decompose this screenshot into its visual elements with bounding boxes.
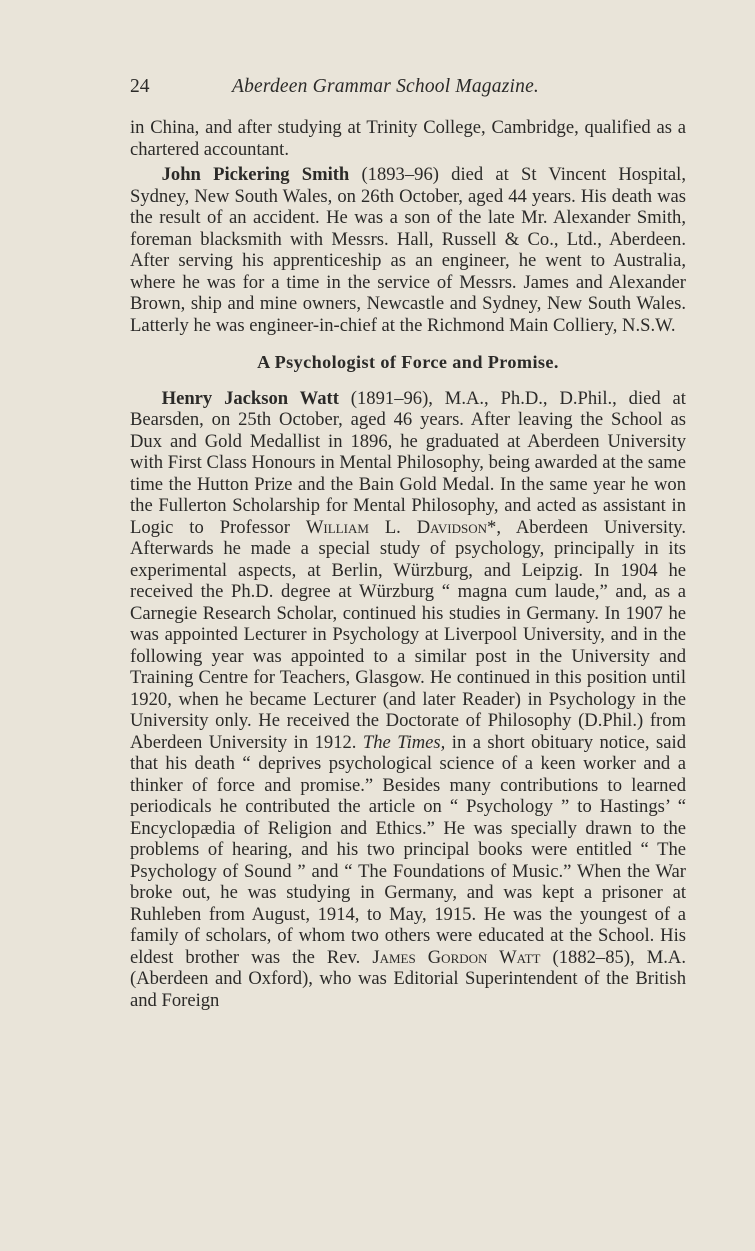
obituary-watt-text-2: , Aberdeen University. Afterwards he made a special study of psychology, principally in its experimental aspects, at Berlin, Würzburg, and Leipzig. In 1904 he received the Ph.D. degree at Würzburg “ magna cum laude,” and, as a Carnegie Research Scholar, continued his studies in Germany. In 1907 he was appointed Lecturer in Psychology at Liverpool University, and in the following year was appointed to a similar post in the University and Training Centre for Teachers, Glasgow. He continued in this position until 1920, when he became Lecturer (and later Reader) in Psychology in the University only. He received the Doctorate of Philosophy (D.Phil.) from Aberdeen University in 1912. [130, 516, 686, 753]
person-name-davidson: William L. Davidson* [305, 516, 497, 538]
obituary-watt [130, 388, 686, 1012]
obituary-watt-text-4: (1882–85), M.A. (Aberdeen and Oxford), who was Editorial Superintendent of the British and Foreign [130, 946, 686, 1011]
page-number: 24 [130, 76, 150, 97]
article-body [130, 117, 686, 1011]
person-name-james-gordon-watt: James Gordon Watt [372, 946, 541, 968]
obituary-smith-text: (1893–96) died at St Vincent Hospital, Sydney, New South Wales, on 26th October, aged 44 years. His death was the result of an accident. He was a son of the late Mr. Alexander Smith, foreman blacksmith with Messrs. Hall, Russell & Co., Ltd., Aberdeen. After serving his apprenticeship as an engineer, he went to Australia, where he was for a time in the service of Messrs. James and Alexander Brown, ship and mine owners, Newcastle and Sydney, New South Wales. Latterly he was engineer-in-chief at the Richmond Main Colliery, N.S.W. [130, 164, 686, 336]
section-heading: A Psychologist of Force and Promise. [257, 352, 559, 372]
obituary-smith [130, 164, 686, 336]
intro-paragraph: in China, and after studying at Trinity College, Cambridge, qualified as a chartered accountant. [130, 117, 686, 160]
running-title: Aberdeen Grammar School Magazine. [232, 76, 539, 97]
obituary-watt-text-3: in a short obituary notice, said that his death “ deprives psychological science of a keen worker and a thinker of force and promise.” Besides many contributions to learned periodicals he contributed the article on “ Psychology ” to Hastings’ “ Encyclopædia of Religion and Ethics.” He was specially drawn to the problems of hearing, and his two principal books were entitled “ The Psychology of Sound ” and “ The Foundations of Music.” When the War broke out, he was studying in Germany, and was kept a prisoner at Ruhleben from August, 1914, to May, 1915. He was the youngest of a family of scholars, of whom two others were educated at the School. His eldest brother was the Rev. [130, 731, 686, 968]
person-name-smith: John Pickering Smith [161, 164, 350, 185]
person-name-watt: Henry Jackson Watt [161, 387, 339, 409]
obituary-watt-text-1: (1891–96), M.A., Ph.D., D.Phil., died at Bearsden, on 25th October, aged 46 years. After leaving the School as Dux and Gold Medallist in 1896, he graduated at Aberdeen University with First Class Honours in Mental Philosophy, being awarded at the same time the Hutton Prize and the Bain Gold Medal. In the same year he won the Fullerton Scholarship for Mental Philosophy, and acted as assistant in Logic to Professor [130, 387, 686, 538]
page-header [130, 76, 660, 102]
publication-title-times: The Times, [362, 731, 446, 753]
